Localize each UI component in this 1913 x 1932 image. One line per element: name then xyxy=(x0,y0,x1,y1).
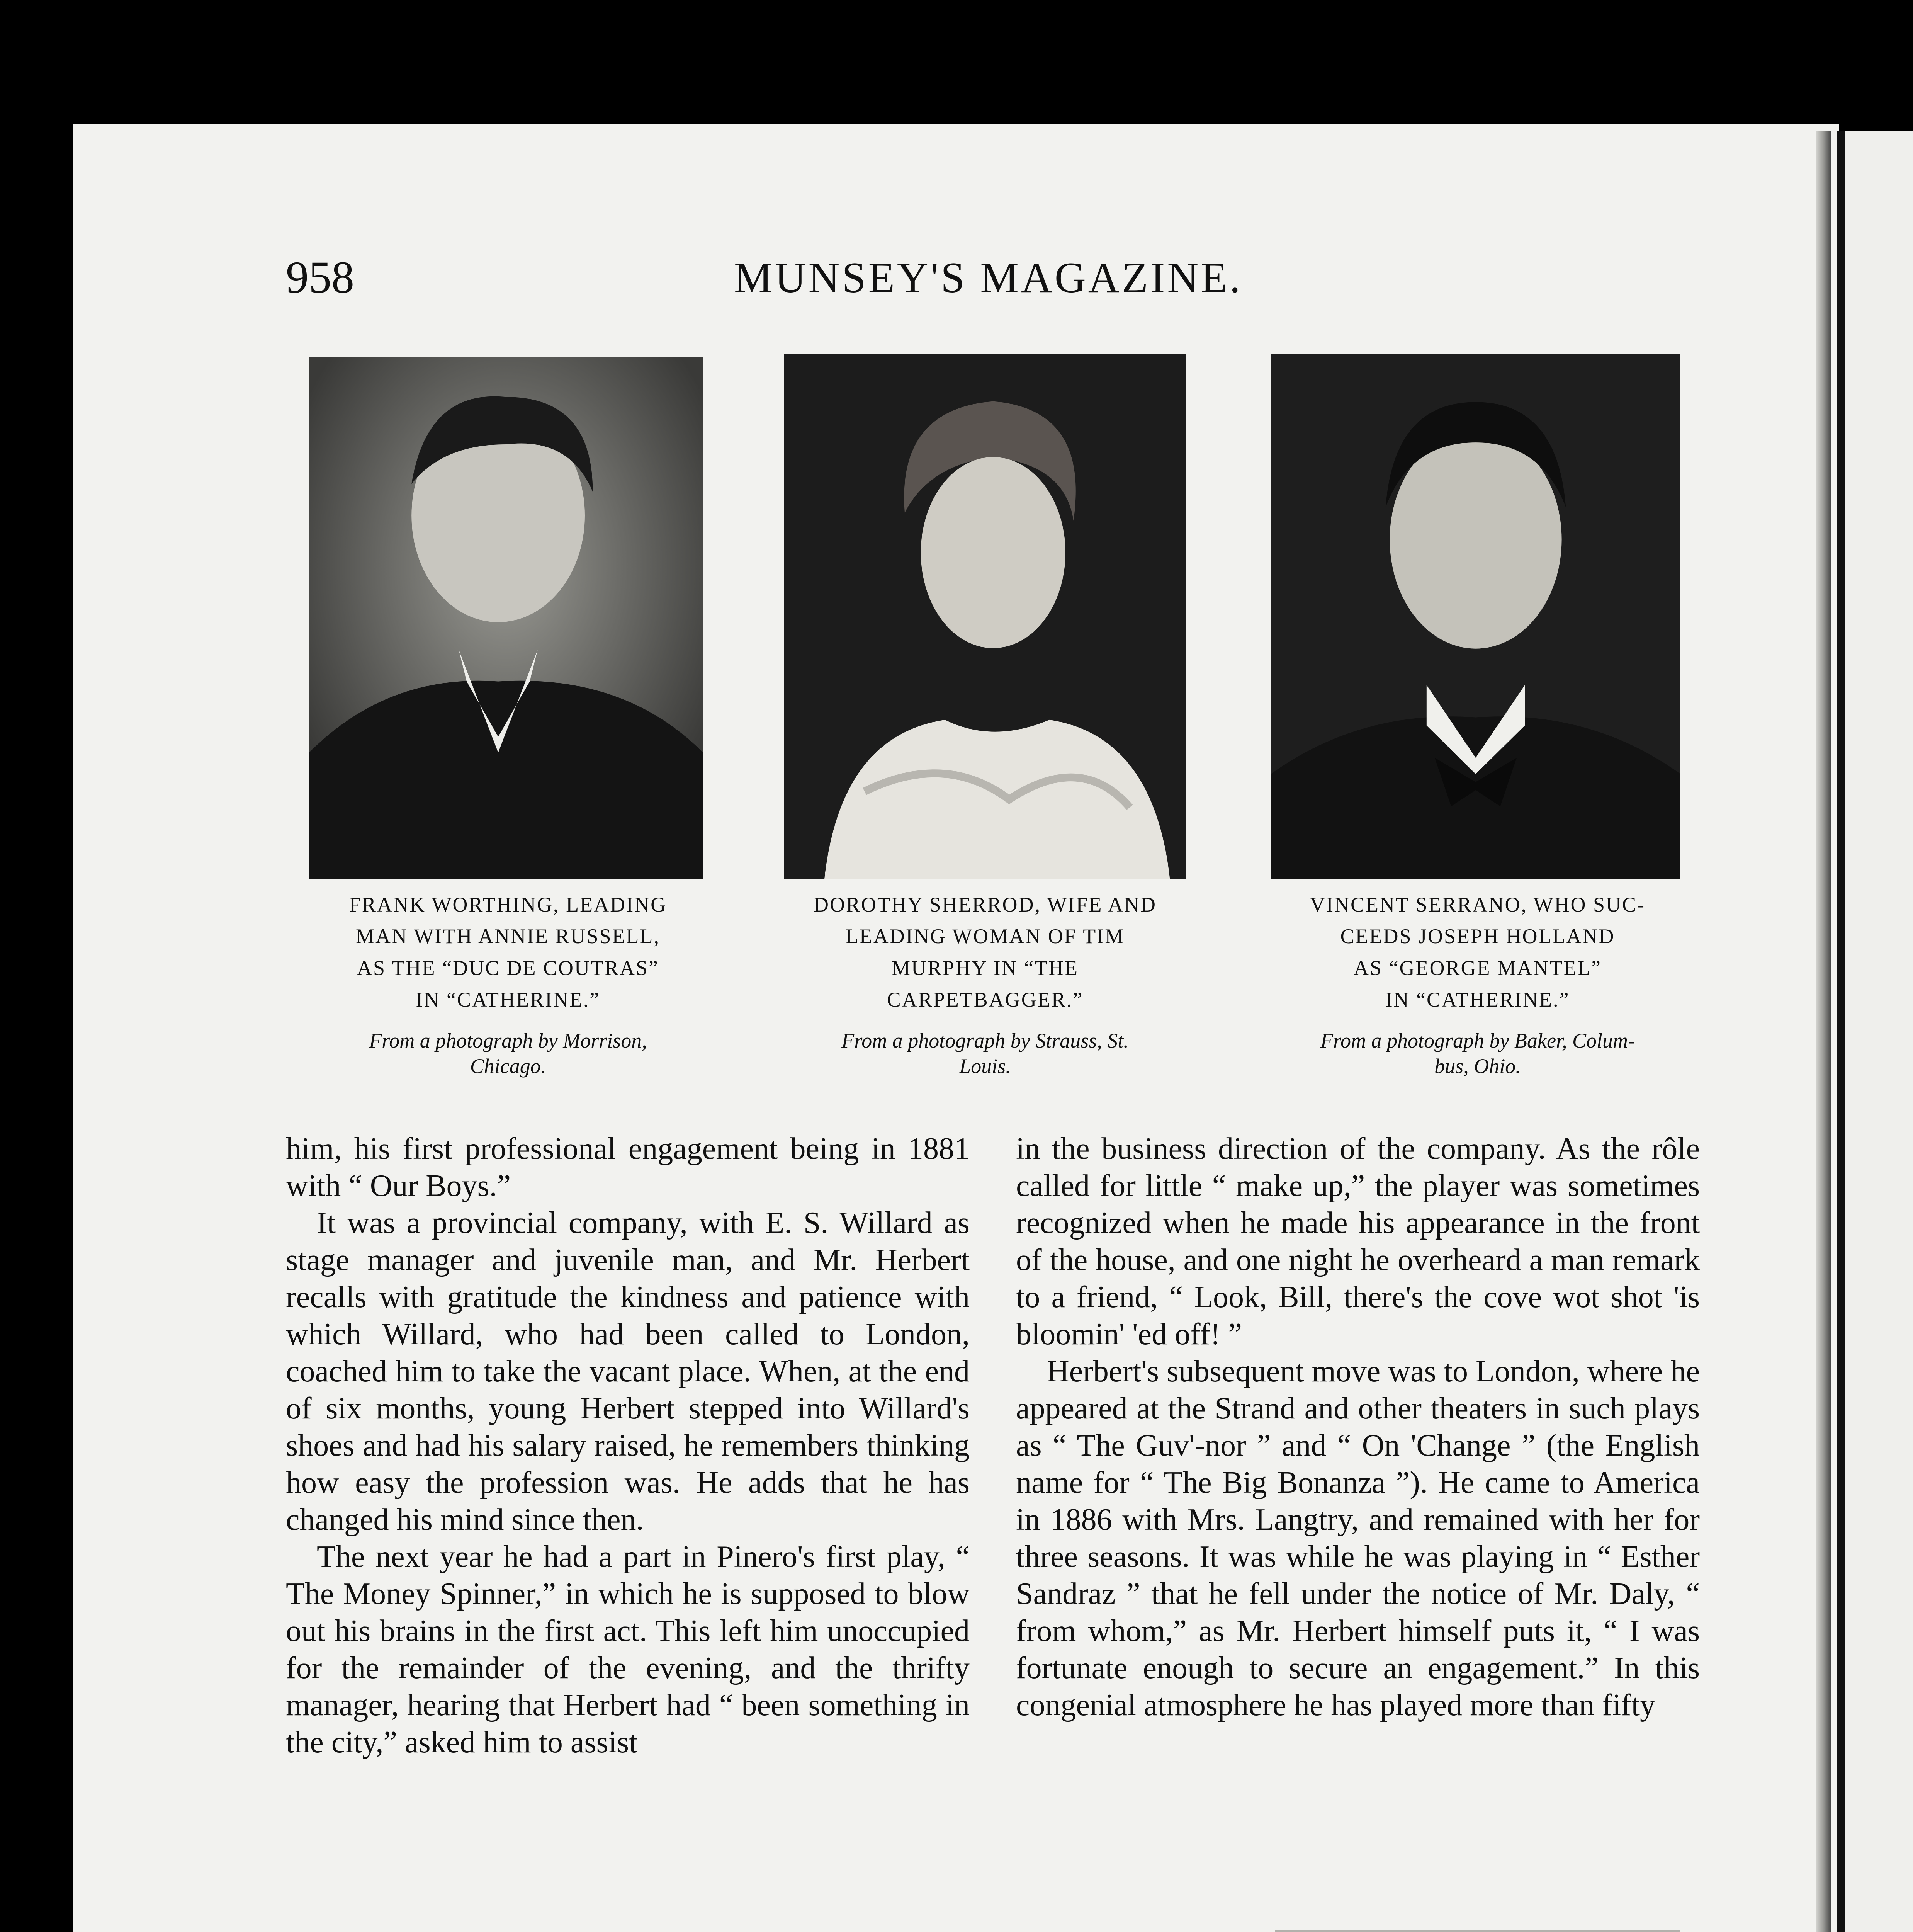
caption-vincent-serrano: VINCENT SERRANO, WHO SUC- CEEDS JOSEPH HOLLAND AS “GEORGE MANTEL” IN “CATHERINE.” xyxy=(1310,893,1646,1011)
caption-frank-worthing: FRANK WORTHING, LEADING MAN WITH ANNIE RUSSELL, AS THE “DUC DE COUTRAS” IN “CATHERINE.” xyxy=(349,893,667,1011)
paragraph: him, his first professional engagement being in 1881 with “ Our Boys.” xyxy=(286,1132,970,1203)
portrait-richie-ling xyxy=(1275,1930,1680,1932)
credit-dorothy-sherrod: From a photograph by Strauss, St. Louis. xyxy=(841,1029,1129,1078)
page-number: 958 xyxy=(286,252,354,303)
paragraph: in the business direction of the company. As the rôle called for little “ make up,” the player was sometimes recognized when he made his appearance in the front of the house, and one night he overheard a man remark to a friend, “ Look, Bill, there's the cove wot shot 'is bloomin' 'ed off! ” xyxy=(1016,1132,1700,1351)
paragraph: Herbert's subsequent move was to London, where he appeared at the Strand and other theaters in such plays as “ The Guv'-nor ” and “ On 'Change ” (the English name for “ The Big Bonanza ”). He came to America in 1886 with Mrs. Langtry, and remained with her for three seasons. It was while he was playing in “ Esther Sandraz ” that he fell under the notice of Mr. Daly, “ from whom,” as Mr. Herbert himself puts it, “ I was fortunate enough to secure an engagement.” In this congenial atmosphere he has played more than fifty xyxy=(1016,1354,1700,1722)
running-title: MUNSEY'S MAGAZINE. xyxy=(734,254,1243,302)
portrait-vincent-serrano xyxy=(1271,354,1680,879)
article-left-column xyxy=(286,1130,970,1761)
article-right-column xyxy=(1016,1130,1700,1724)
book-spine xyxy=(1816,131,1831,1932)
paragraph: The next year he had a part in Pinero's first play, “ The Money Spinner,” in which he is supposed to blow out his brains in the first act. This left him unoccupied for the remainder of the evening, and the thrifty manager, hearing that Herbert had “ been something in the city,” asked him to assist xyxy=(286,1540,970,1759)
paragraph: It was a provincial company, with E. S. Willard as stage manager and juvenile man, and Mr. Herbert recalls with gratitude the kindness and patience with which Willard, who had been called to London, coached him to take the vacant place. When, at the end of six months, young Herbert stepped into Willard's shoes and had his salary raised, he remembers thinking how easy the profession was. He adds that he has changed his mind since then. xyxy=(286,1206,970,1537)
caption-dorothy-sherrod: DOROTHY SHERROD, WIFE AND LEADING WOMAN OF TIM MURPHY IN “THE CARPETBAGGER.” xyxy=(813,893,1157,1011)
portrait-frank-worthing xyxy=(309,357,703,879)
credit-vincent-serrano: From a photograph by Baker, Colum- bus, Ohio. xyxy=(1320,1029,1635,1078)
portrait-dorothy-sherrod xyxy=(784,354,1186,879)
facing-page-edge xyxy=(1837,131,1913,1932)
credit-frank-worthing: From a photograph by Morrison, Chicago. xyxy=(369,1029,647,1078)
